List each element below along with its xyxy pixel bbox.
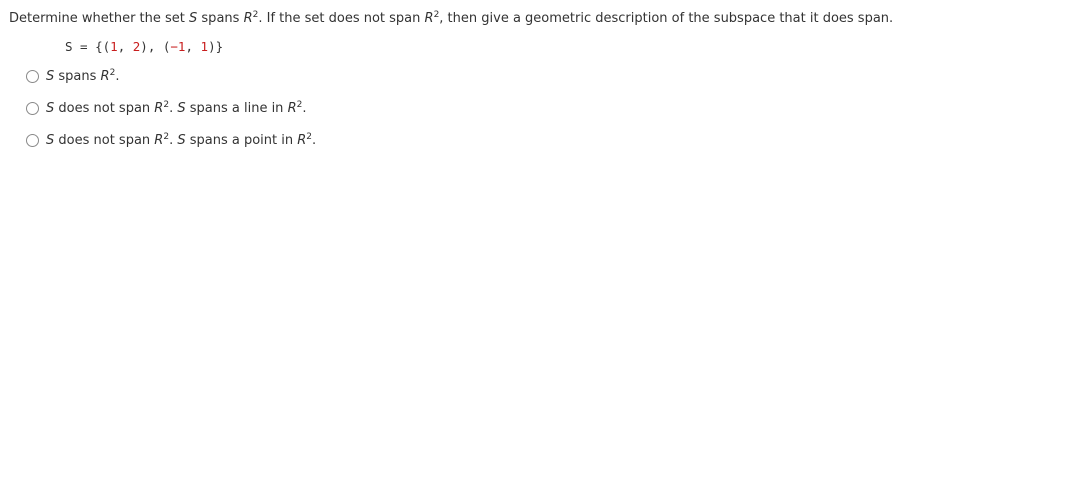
option-text: . — [169, 132, 178, 148]
option-text: . — [312, 132, 317, 148]
set-punct: ), ( — [140, 39, 171, 54]
var-s: S — [189, 11, 198, 26]
superscript: 2 — [163, 99, 170, 110]
vector-component: 1 — [200, 39, 209, 54]
var-r: R — [100, 68, 110, 84]
superscript: 2 — [109, 67, 116, 78]
question-text: Determine whether the set — [9, 11, 190, 26]
option-text: . — [169, 100, 178, 116]
set-punct: , — [117, 39, 133, 54]
option-label — [46, 69, 119, 84]
option-text: does not span — [54, 132, 155, 148]
var-s: S — [177, 132, 186, 148]
set-punct: )} — [208, 39, 224, 54]
var-r: R — [154, 132, 164, 148]
option-text: . — [115, 68, 120, 84]
option-text: . — [302, 100, 307, 116]
question-text: . If the set does not span — [258, 11, 425, 26]
option-spans[interactable] — [26, 67, 119, 85]
vector-component: 2 — [132, 39, 141, 54]
var-r: R — [287, 100, 297, 116]
superscript: 2 — [433, 10, 440, 20]
question-text: , then give a geometric description of the subspace that it does span. — [439, 11, 894, 26]
option-text: spans a line in — [185, 100, 288, 116]
var-s: S — [177, 100, 186, 116]
option-label — [46, 101, 306, 116]
set-punct: = {( — [72, 39, 111, 54]
var-s: S — [46, 68, 55, 84]
set-punct: , — [185, 39, 201, 54]
superscript: 2 — [163, 131, 170, 142]
option-spans-line[interactable] — [26, 99, 306, 117]
var-s: S — [46, 132, 55, 148]
set-lhs: S — [65, 39, 73, 54]
radio-button[interactable] — [26, 102, 39, 115]
option-spans-point[interactable] — [26, 131, 316, 149]
var-r: R — [424, 11, 434, 26]
var-r: R — [154, 100, 164, 116]
vector-component: 1 — [110, 39, 118, 54]
var-r: R — [243, 11, 253, 26]
superscript: 2 — [252, 10, 259, 20]
option-text: spans a point in — [185, 132, 298, 148]
radio-button[interactable] — [26, 134, 39, 147]
superscript: 2 — [306, 131, 313, 142]
var-s: S — [46, 100, 55, 116]
var-r: R — [297, 132, 307, 148]
radio-button[interactable] — [26, 70, 39, 83]
set-definition — [65, 38, 223, 56]
question-text: spans — [197, 11, 244, 26]
option-text: spans — [54, 68, 101, 84]
superscript: 2 — [296, 99, 303, 110]
option-label — [46, 133, 316, 148]
vector-component: −1 — [170, 39, 186, 54]
question-prompt — [9, 10, 893, 28]
option-text: does not span — [54, 100, 155, 116]
